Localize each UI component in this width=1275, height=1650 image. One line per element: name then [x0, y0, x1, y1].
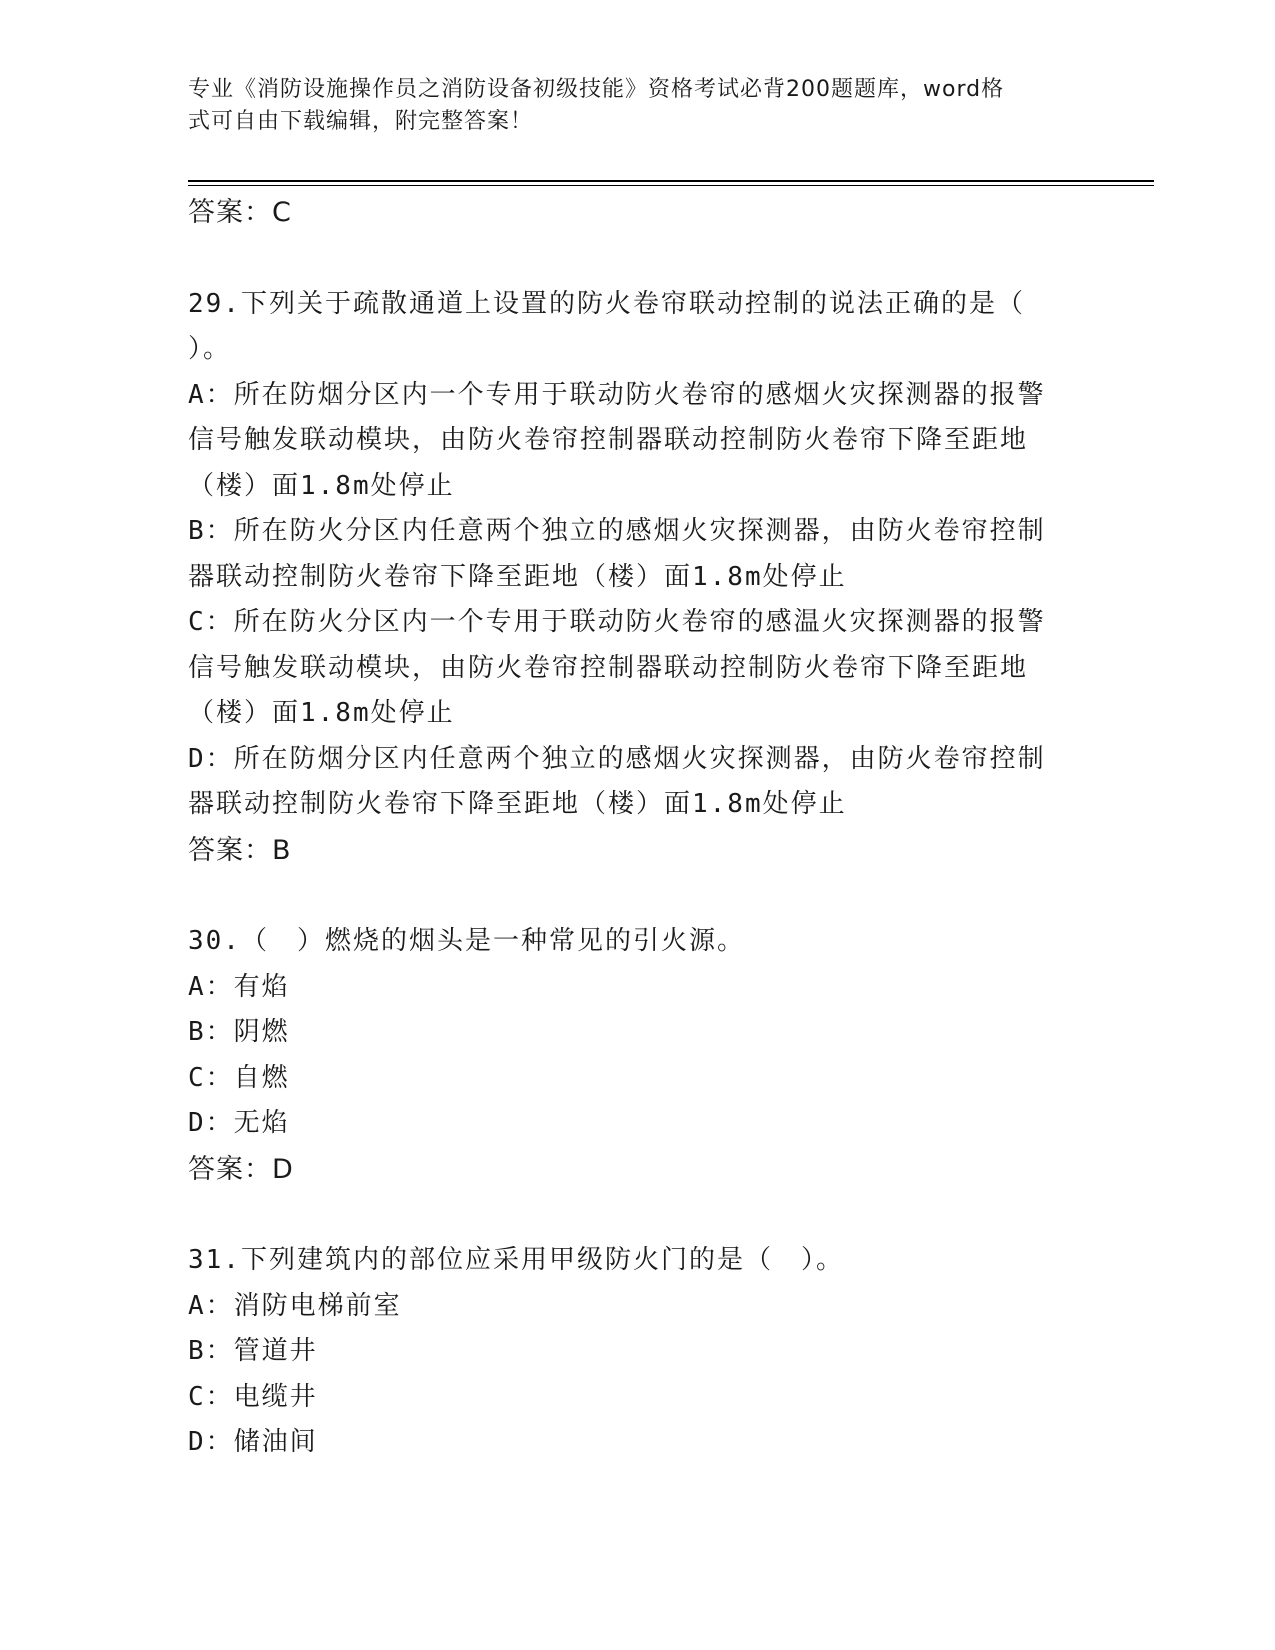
previous-answer: 答案：C	[188, 197, 292, 228]
option-line: （楼）面1.8m处停止	[188, 470, 455, 501]
spacer	[188, 1192, 1088, 1238]
header-rule-thick	[188, 180, 1154, 182]
option-line: B：阴燃	[188, 1017, 290, 1047]
option-line: D：所在防烟分区内任意两个独立的感烟火灾探测器，由防火卷帘控制	[188, 743, 1046, 774]
question-29	[188, 282, 1088, 874]
option-line: 器联动控制防火卷帘下降至距地（楼）面1.8m处停止	[188, 789, 847, 819]
option-line: D：储油间	[188, 1427, 318, 1457]
option-line: D：无焰	[188, 1108, 290, 1138]
option-line: B：所在防火分区内任意两个独立的感烟火灾探测器，由防火卷帘控制	[188, 516, 1046, 546]
spacer	[188, 236, 1088, 282]
option-line: （楼）面1.8m处停止	[188, 698, 455, 728]
spacer	[188, 873, 1088, 919]
option-line: 信号触发联动模块，由防火卷帘控制器联动控制防火卷帘下降至距地	[188, 652, 1029, 683]
option-line: 信号触发联动模块，由防火卷帘控制器联动控制防火卷帘下降至距地	[188, 425, 1029, 455]
header-line-2: 式可自由下载编辑，附完整答案！	[188, 109, 534, 134]
option-line: A：消防电梯前室	[188, 1290, 402, 1321]
question-answer: 答案：B	[188, 834, 292, 866]
option-line: C：自燃	[188, 1062, 290, 1093]
header-line-1: 专业《消防设施操作员之消防设备初级技能》资格考试必背200题题库，word格	[188, 77, 1005, 102]
document-content	[188, 190, 1088, 1466]
option-line: 器联动控制防火卷帘下降至距地（楼）面1.8m处停止	[188, 561, 847, 592]
question-stem: 29.下列关于疏散通道上设置的防火卷帘联动控制的说法正确的是（	[188, 288, 1025, 319]
question-stem: 30.（ ）燃烧的烟头是一种常见的引火源。	[188, 926, 745, 956]
question-31	[188, 1238, 1088, 1466]
question-stem: ）。	[188, 334, 232, 364]
option-line: A：有焰	[188, 971, 290, 1002]
option-line: A：所在防烟分区内一个专用于联动防火卷帘的感烟火灾探测器的报警	[188, 379, 1046, 410]
option-line: C：电缆井	[188, 1381, 318, 1412]
question-stem: 31.下列建筑内的部位应采用甲级防火门的是（ ）。	[188, 1245, 844, 1275]
question-30	[188, 919, 1088, 1192]
question-answer: 答案：D	[188, 1153, 294, 1185]
option-line: C：所在防火分区内一个专用于联动防火卷帘的感温火灾探测器的报警	[188, 607, 1046, 637]
document-header	[188, 74, 1068, 138]
option-line: B：管道井	[188, 1336, 318, 1366]
header-rule-thin	[188, 185, 1154, 186]
